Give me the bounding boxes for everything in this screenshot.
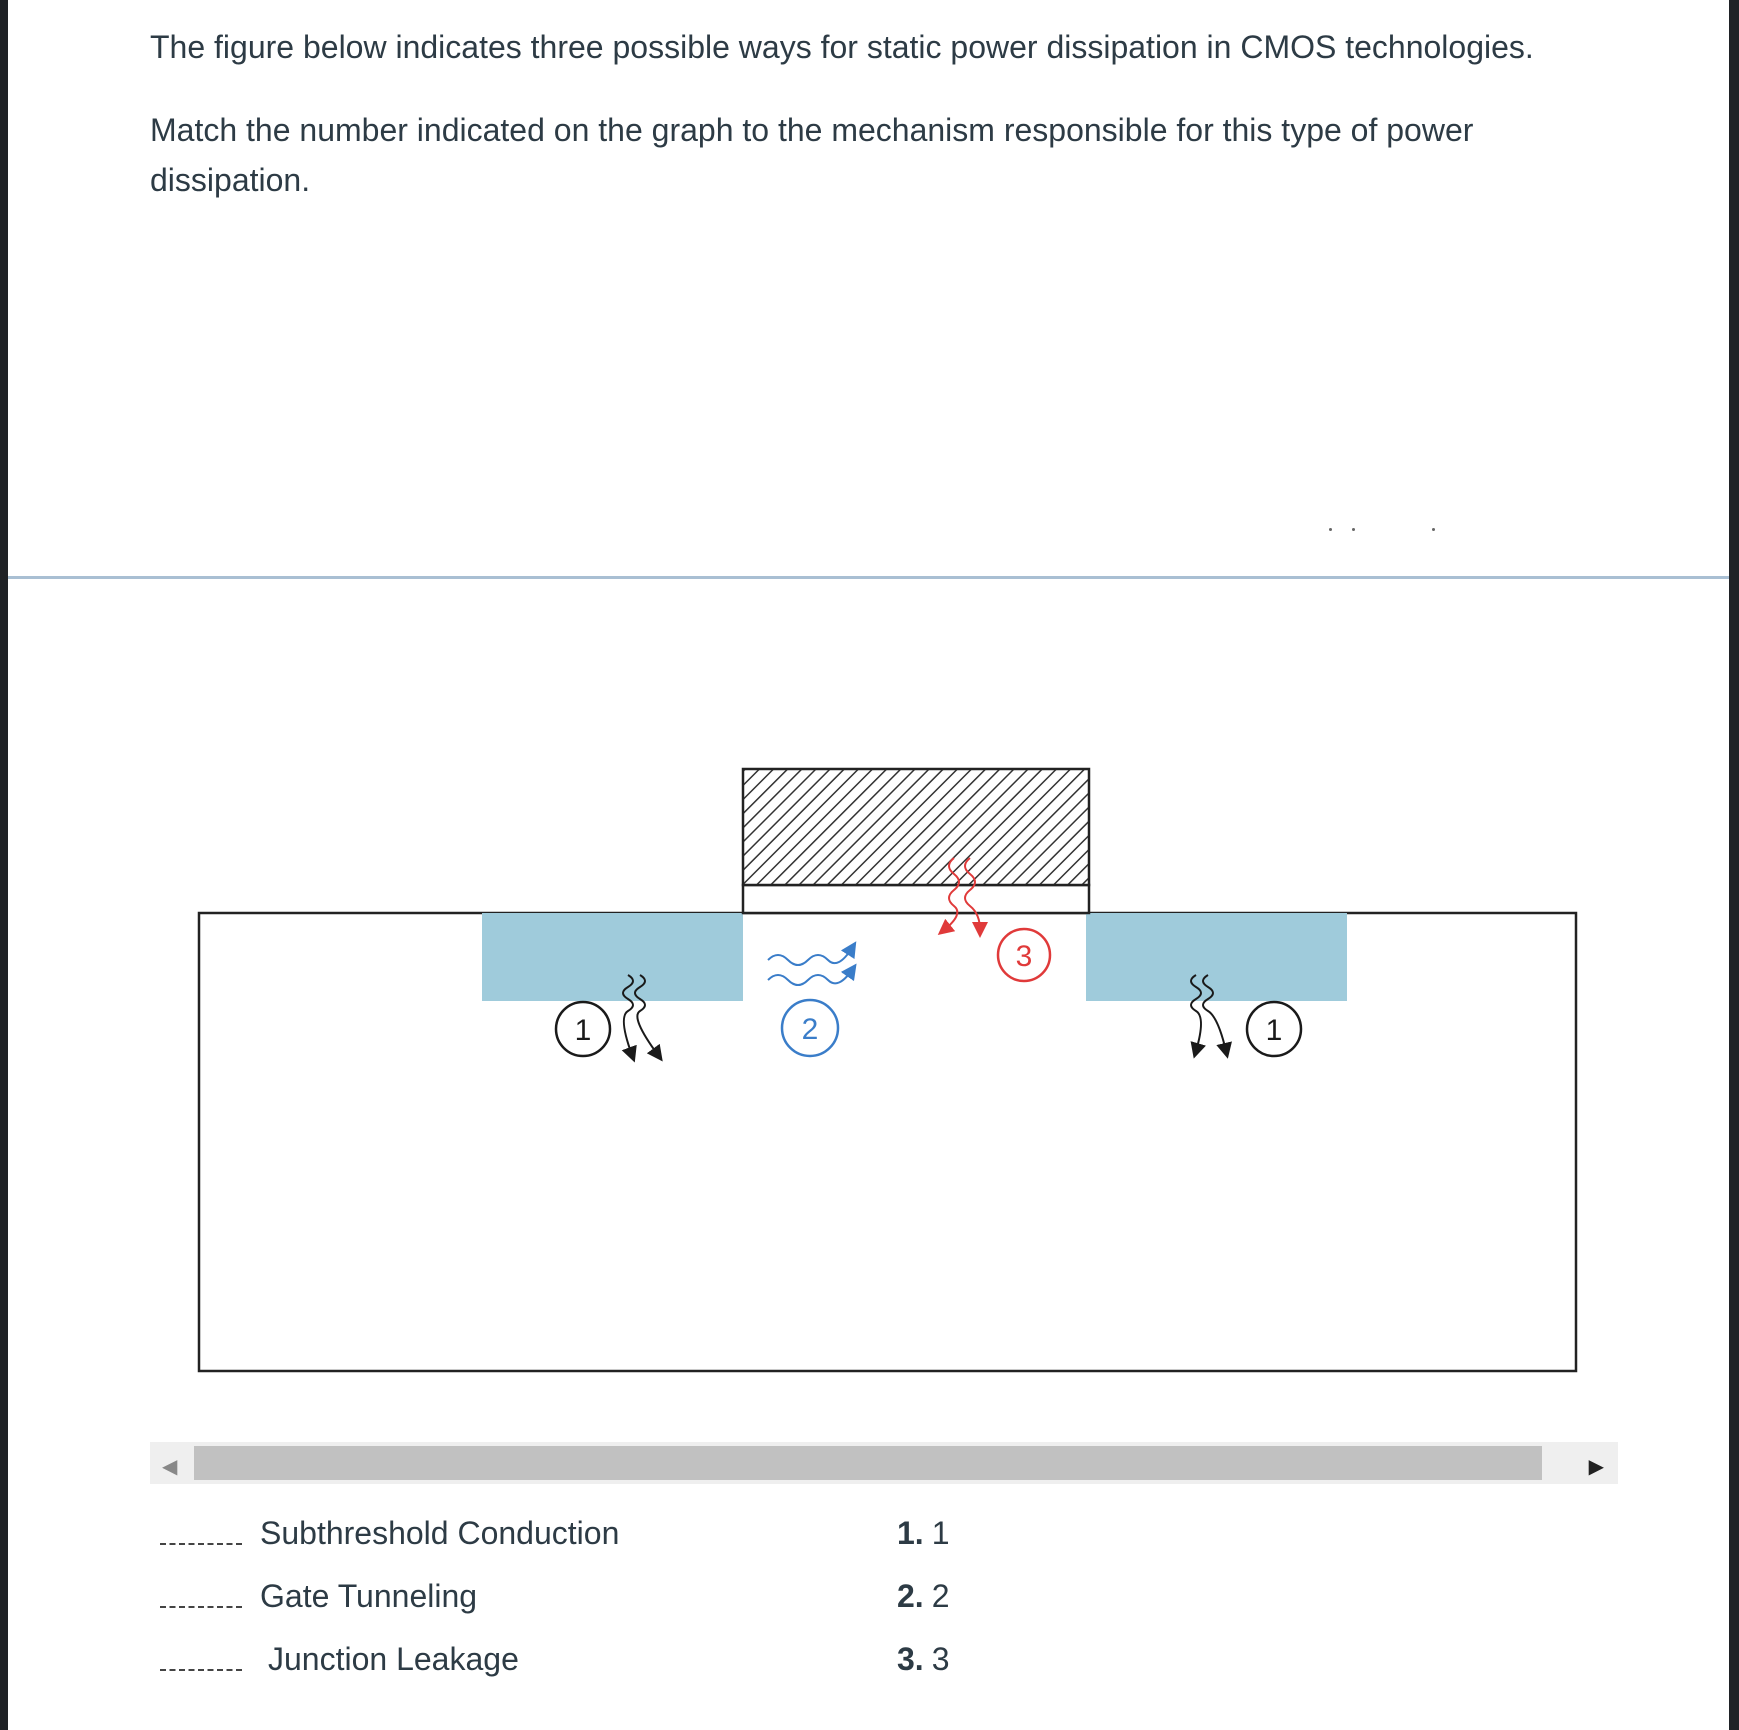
question-paragraph-2: Match the number indicated on the graph to the mechanism responsible for this type of power dissipation. bbox=[150, 112, 1474, 198]
option-number: 2. bbox=[897, 1578, 924, 1614]
marker-1-right-label: 1 bbox=[1265, 1014, 1283, 1047]
drain-region bbox=[1086, 913, 1347, 1001]
option-3 bbox=[897, 1641, 949, 1678]
substrate bbox=[199, 913, 1576, 1371]
question-paragraph-1: The figure below indicates three possible ways for static power dissipation in CMOS technologies. bbox=[150, 29, 1534, 65]
source-region bbox=[482, 913, 743, 1001]
answer-blank-subthreshold[interactable] bbox=[160, 1515, 242, 1545]
option-number: 3. bbox=[897, 1641, 924, 1677]
gate-electrode bbox=[743, 769, 1089, 885]
match-row-subthreshold bbox=[160, 1515, 620, 1565]
marker-1-left bbox=[556, 1002, 610, 1056]
answer-blank-junction-leakage[interactable] bbox=[160, 1641, 242, 1671]
match-row-junction-leakage bbox=[160, 1641, 519, 1691]
option-label: 1 bbox=[931, 1515, 950, 1551]
marker-3-label: 3 bbox=[1015, 940, 1033, 973]
option-label: 2 bbox=[931, 1578, 950, 1614]
scrollbar-thumb[interactable] bbox=[194, 1446, 1542, 1480]
scroll-left-arrow-icon[interactable]: ◀ bbox=[162, 1456, 178, 1478]
option-label: 3 bbox=[931, 1641, 950, 1677]
option-2 bbox=[897, 1578, 949, 1615]
scroll-right-arrow-icon[interactable]: ▶ bbox=[1588, 1456, 1604, 1478]
match-item-label: Gate Tunneling bbox=[260, 1578, 478, 1614]
marker-2 bbox=[782, 1000, 838, 1056]
option-1 bbox=[897, 1515, 949, 1552]
marker-3 bbox=[998, 929, 1050, 981]
option-number: 1. bbox=[897, 1515, 924, 1551]
marker-2-label: 2 bbox=[801, 1013, 819, 1046]
match-item-label: Subthreshold Conduction bbox=[260, 1515, 620, 1551]
marker-1-right bbox=[1247, 1002, 1301, 1056]
answer-blank-gate-tunneling[interactable] bbox=[160, 1578, 242, 1608]
marker-1-left-label: 1 bbox=[574, 1014, 592, 1047]
match-item-label: Junction Leakage bbox=[268, 1641, 519, 1677]
horizontal-scrollbar[interactable] bbox=[150, 1442, 1618, 1484]
gate-oxide bbox=[743, 885, 1089, 913]
match-row-gate-tunneling bbox=[160, 1578, 478, 1628]
